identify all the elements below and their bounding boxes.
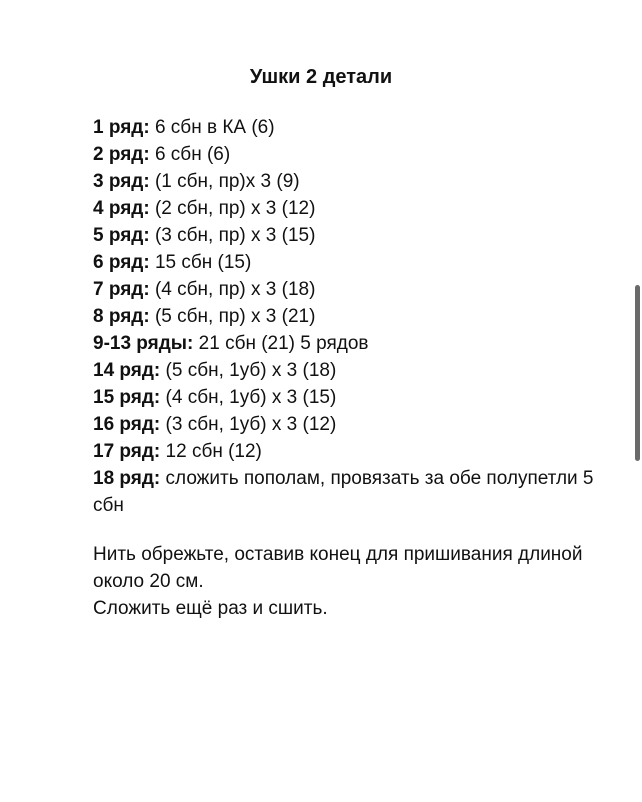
row-text: (5 сбн, 1уб) х 3 (18) <box>160 360 337 381</box>
row-text: (1 сбн, пр)х 3 (9) <box>149 171 300 192</box>
row-label: 3 ряд: <box>93 171 150 192</box>
row-text: 6 сбн (6) <box>149 144 231 165</box>
row-label: 6 ряд: <box>93 252 150 273</box>
note-line: Сложить ещё раз и сшить. <box>93 598 328 619</box>
row-text: (2 сбн, пр) х 3 (12) <box>149 198 316 219</box>
finishing-notes <box>93 541 623 622</box>
note-line: Нить обрежьте, оставив конец для пришивания длиной около 20 см. <box>93 544 583 592</box>
row-label: 8 ряд: <box>93 306 150 327</box>
row-label: 14 ряд: <box>93 360 161 381</box>
row-text: 12 сбн (12) <box>160 441 262 462</box>
row-text: 21 сбн (21) 5 рядов <box>193 333 369 354</box>
pattern-row <box>93 357 613 384</box>
pattern-row <box>93 114 613 141</box>
pattern-row <box>93 276 613 303</box>
row-text: (4 сбн, пр) х 3 (18) <box>149 279 316 300</box>
page-title: Ушки 2 детали <box>249 66 393 88</box>
row-label: 17 ряд: <box>93 441 161 462</box>
scrollbar[interactable] <box>635 285 640 461</box>
pattern-row <box>93 303 613 330</box>
pattern-row <box>93 141 613 168</box>
pattern-row <box>93 384 613 411</box>
pattern-row <box>93 168 613 195</box>
row-label: 7 ряд: <box>93 279 150 300</box>
row-text: (5 сбн, пр) х 3 (21) <box>149 306 316 327</box>
row-text: (3 сбн, 1уб) х 3 (12) <box>160 414 337 435</box>
row-label: 1 ряд: <box>93 117 150 138</box>
pattern-row <box>93 195 613 222</box>
row-label: 2 ряд: <box>93 144 150 165</box>
row-text: 15 сбн (15) <box>149 252 252 273</box>
row-text: 6 сбн в КА (6) <box>149 117 275 138</box>
pattern-row <box>93 330 613 357</box>
pattern-rows <box>93 114 613 519</box>
pattern-row <box>93 411 613 438</box>
pattern-row <box>93 465 613 519</box>
row-label: 9-13 ряды: <box>93 333 194 354</box>
row-text: сложить пополам, провязать за обе полупетли 5 сбн <box>93 468 594 516</box>
row-label: 5 ряд: <box>93 225 150 246</box>
row-text: (3 сбн, пр) х 3 (15) <box>149 225 316 246</box>
row-label: 18 ряд: <box>93 468 161 489</box>
row-label: 16 ряд: <box>93 414 161 435</box>
pattern-row <box>93 438 613 465</box>
row-label: 15 ряд: <box>93 387 161 408</box>
row-text: (4 сбн, 1уб) х 3 (15) <box>160 387 337 408</box>
row-label: 4 ряд: <box>93 198 150 219</box>
pattern-row <box>93 222 613 249</box>
pattern-row <box>93 249 613 276</box>
